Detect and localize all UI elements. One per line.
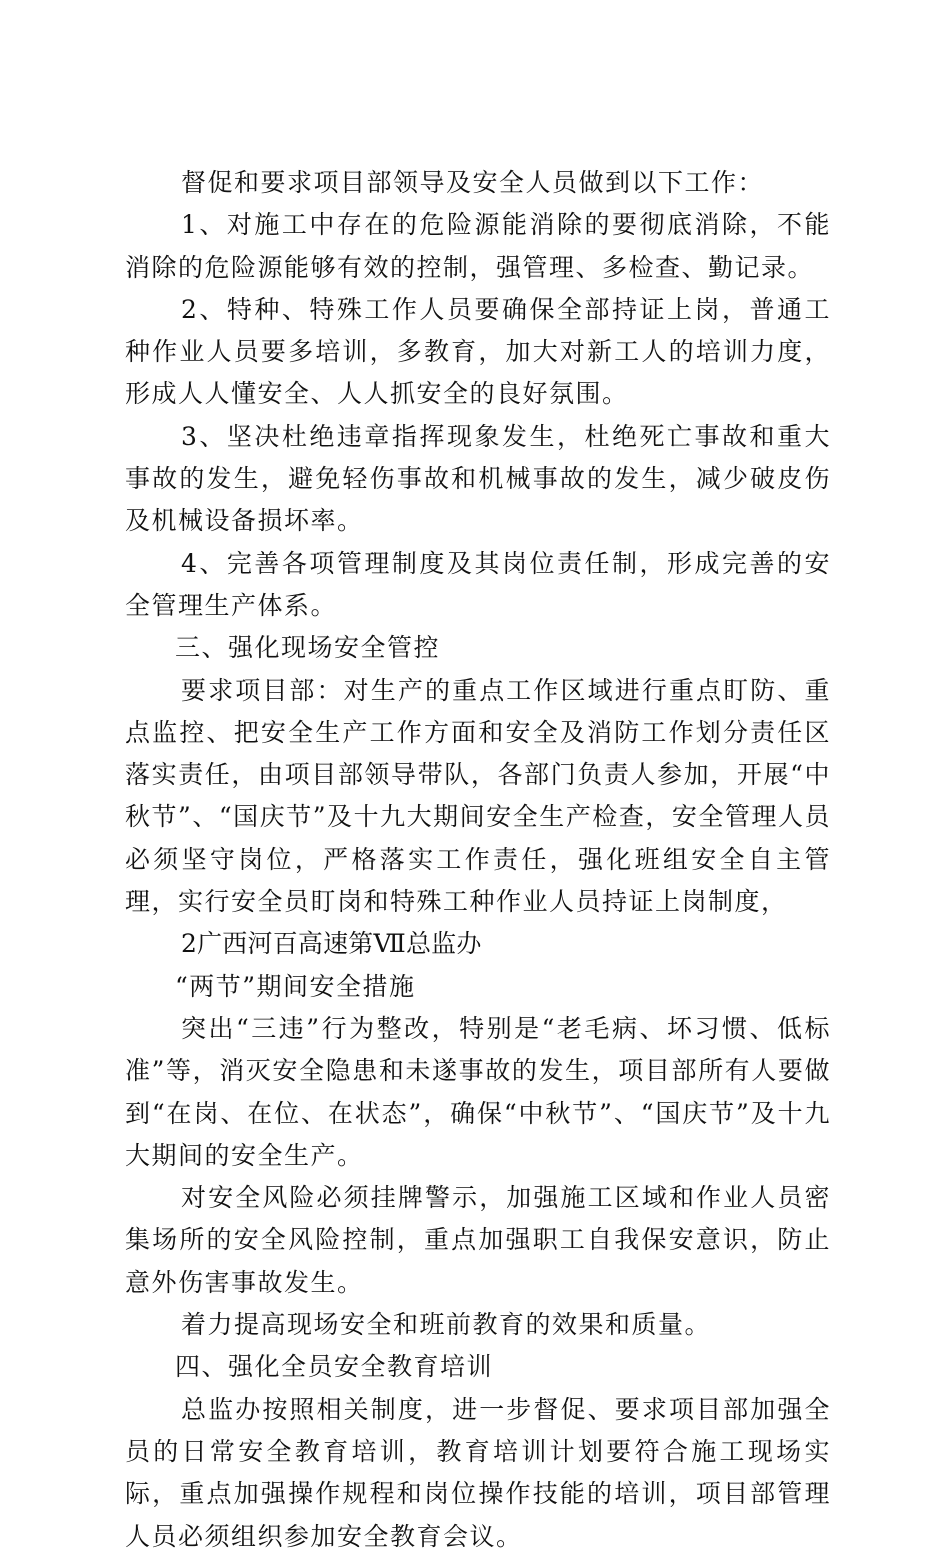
paragraph-intro: 督促和要求项目部领导及安全人员做到以下工作： <box>181 168 765 197</box>
section-heading-4: 四、强化全员安全教育培训 <box>175 1352 494 1382</box>
paragraph-item-1: 1、对施工中存在的危险源能消除的要彻底消除，不能消除的危险源能够有效的控制，强管理、多检查、勤记录。 <box>125 210 831 282</box>
paragraph-item-2: 2、特种、特殊工作人员要确保全部持证上岗，普通工种作业人员要多培训，多教育，加大对新工人的培训力度，形成人人懂安全、人人抓安全的良好氛围。 <box>125 294 831 409</box>
paragraph-education-quality: 着力提高现场安全和班前教育的效果和质量。 <box>181 1310 712 1340</box>
paragraph-risk-warning: 对安全风险必须挂牌警示，加强施工区域和作业人员密集场所的安全风险控制，重点加强职工自我保安意识，防止意外伤害事故发生。 <box>125 1183 831 1297</box>
paragraph-training: 总监办按照相关制度，进一步督促、要求项目部加强全员的日常安全教育培训，教育培训计划要符合施工现场实际，重点加强操作规程和岗位操作技能的培训，项目部管理人员必须组织参加安全教育会议。 <box>125 1394 831 1551</box>
paragraph-item-3: 3、坚决杜绝违章指挥现象发生，杜绝死亡事故和重大事故的发生，避免轻伤事故和机械事故的发生，减少破皮伤及机械设备损坏率。 <box>125 421 831 536</box>
subheading-holiday-measures: “两节”期间安全措施 <box>175 971 416 1001</box>
paragraph-item-4: 4、完善各项管理制度及其岗位责任制，形成完善的安全管理生产体系。 <box>125 548 831 620</box>
paragraph-office-name: 2广西河百高速第Ⅶ总监办 <box>181 929 482 959</box>
paragraph-site-control: 要求项目部：对生产的重点工作区域进行重点盯防、重点监控、把安全生产工作方面和安全及消防工作划分责任区落实责任，由项目部领导带队，各部门负责人参加，开展“中秋节”、“国庆节”及十九大期间安全生产检查，安全管理人员必须坚守岗位，严格落实工作责任，强化班组安全自主管理，实行安全员盯岗和特殊工种作业人员持证上岗制度， <box>125 675 831 917</box>
section-heading-3: 三、强化现场安全管控 <box>175 633 441 663</box>
document-body <box>125 162 831 1558</box>
paragraph-three-violations: 突出“三违”行为整改，特别是“老毛病、坏习惯、低标准”等，消灭安全隐患和未遂事故的发生，项目部所有人要做到“在岗、在位、在状态”，确保“中秋节”、“国庆节”及十九大期间的安全生产。 <box>125 1013 831 1170</box>
